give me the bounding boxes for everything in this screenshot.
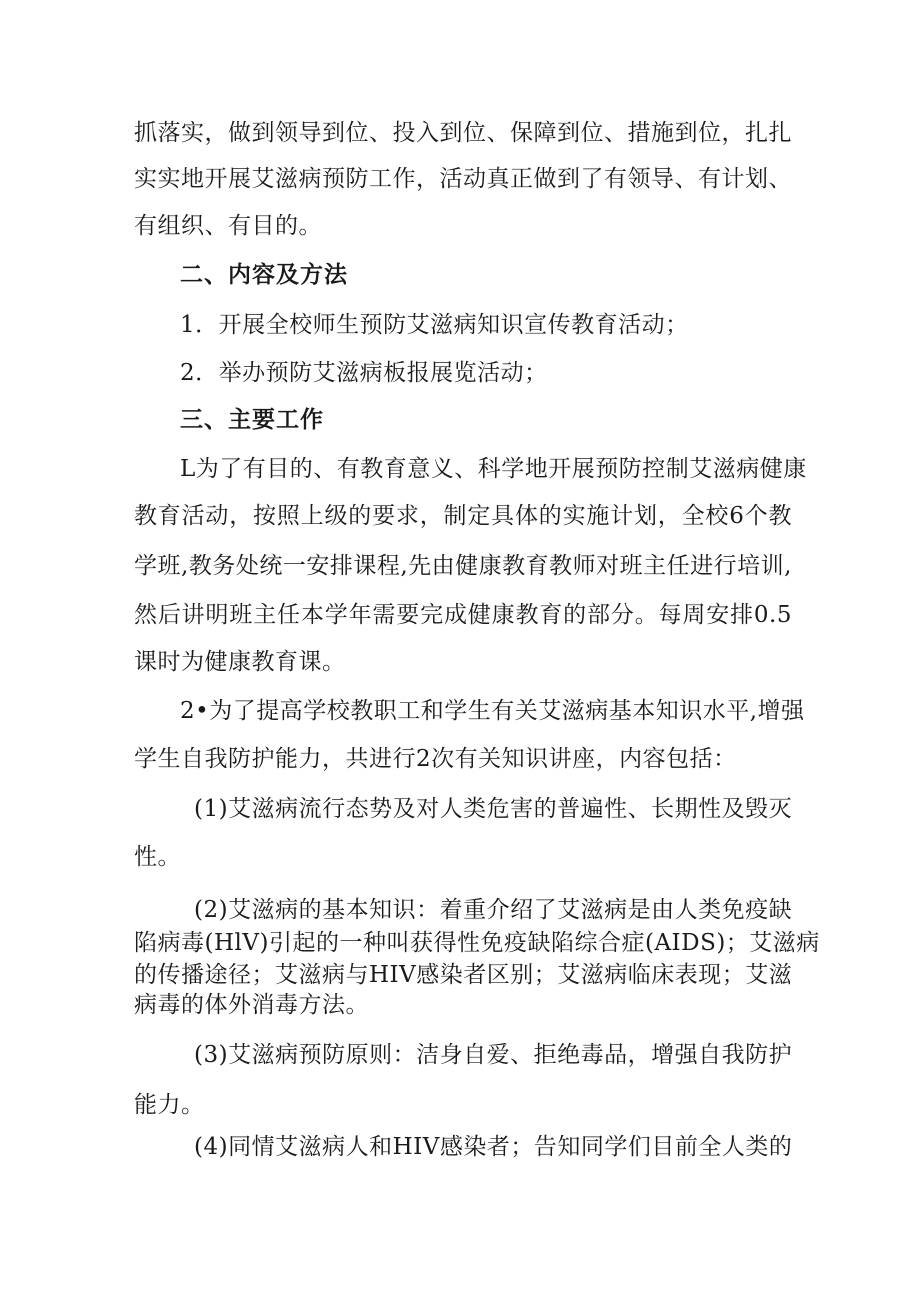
paragraph-line: 抓落实，做到领导到位、投入到位、保障到位、措施到位，扎扎 [134, 120, 792, 146]
paragraph-line: 实实地开展艾滋病预防工作，活动真正做到了有领导、有计划、 [134, 166, 792, 192]
list-item: (1)艾滋病流行态势及对人类危害的普遍性、长期性及毁灭 [194, 796, 793, 822]
list-item: 的传播途径；艾滋病与HIV感染者区别；艾滋病临床表现；艾滋 [134, 962, 793, 988]
paragraph-line: 课时为健康教育课。 [134, 649, 346, 675]
paragraph-line: 学生自我防护能力，共进行2次有关知识讲座，内容包括： [134, 746, 737, 772]
list-item: 1．开展全校师生预防艾滋病知识宣传教育活动； [180, 312, 689, 338]
list-item: 性。 [134, 844, 181, 870]
list-item: (3)艾滋病预防原则：洁身自爱、拒绝毒品，增强自我防护 [194, 1042, 793, 1068]
paragraph-line: 有组织、有目的。 [134, 213, 322, 239]
list-item: 陷病毒(HlV)引起的一种叫获得性免疫缺陷综合症(AIDS)；艾滋病 [134, 930, 820, 956]
list-item: 能力。 [134, 1092, 205, 1118]
paragraph-line: 学班,教务处统一安排课程,先由健康教育教师对班主任进行培训, [134, 553, 792, 579]
paragraph-line: 教育活动，按照上级的要求，制定具体的实施计划，全校6个教 [134, 503, 792, 529]
paragraph-line: 2•为了提高学校教职工和学生有关艾滋病基本知识水平,增强 [180, 698, 805, 724]
list-item: (2)艾滋病的基本知识：着重介绍了艾滋病是由人类免疫缺 [194, 897, 793, 923]
paragraph-line: L为了有目的、有教育意义、科学地开展预防控制艾滋病健康 [180, 456, 807, 482]
list-item: 病毒的体外消毒方法。 [134, 992, 369, 1018]
list-item: 2．举办预防艾滋病板报展览活动； [180, 360, 548, 386]
section-heading: 三、主要工作 [180, 407, 324, 433]
section-heading: 二、内容及方法 [180, 262, 348, 288]
paragraph-line: 然后讲明班主任本学年需要完成健康教育的部分。每周安排0.5 [134, 602, 792, 628]
list-item: (4)同情艾滋病人和HIV感染者；告知同学们目前全人类的 [194, 1134, 793, 1160]
